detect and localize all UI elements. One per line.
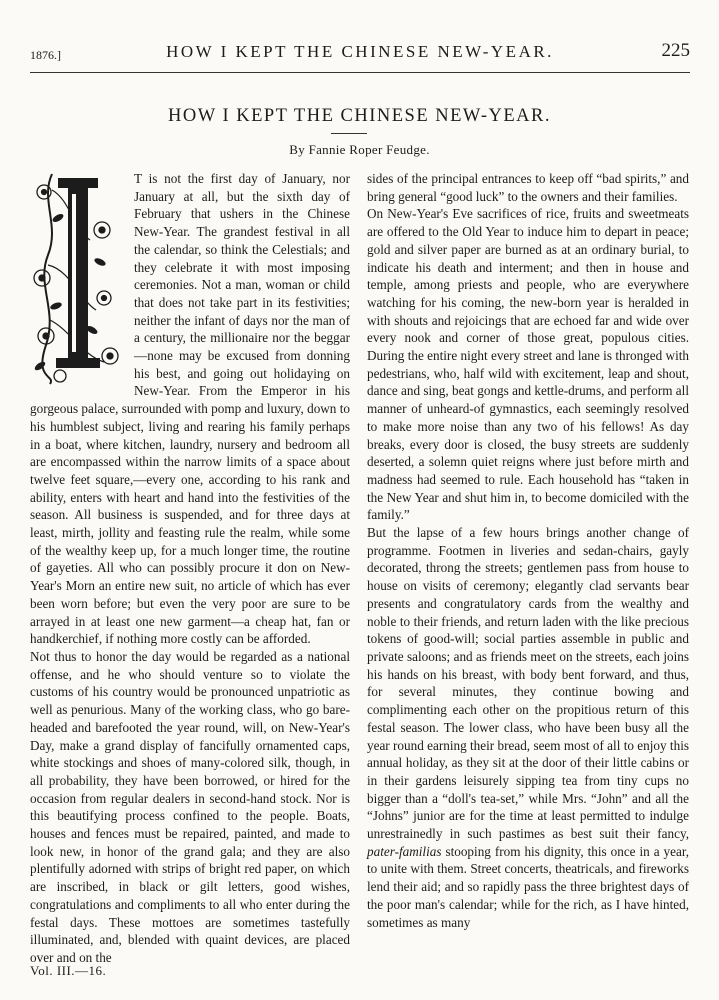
paragraph-3: On New-Year's Eve sacrifices of rice, fruits and sweetmeats are offered to the Old Year to induce him to depart in peace; gold and silver paper are burned as at an ordinary burial, to indicate his death and interment; and then in house and temple, among priests and people, who are everywhere watching for his coming, the new-born year is heralded in with shouts and rejoicings that are echoed far and wide over every nook and corner of those great, populous cities. During the entire night every street and lane is thronged with pedestrians, who, half wild with excitement, leap and shout, dance and sing, beat gongs and kettle-drums, and perform all manner of unheard-of gymnastics, each seemingly resolved to make more noise than any two of his fellows! As day breaks, every door is closed, the busy streets are suddenly deserted, a solemn quiet reigns where just before mirth and madness had seemed to rule. Each household has “taken in the New Year and shut him in, to become domiciled with the family.” [367,206,689,523]
paragraph-1-continued: sides of the principal entrances to keep off “bad spirits,” and bring general “good luck” to the owners and their families. [367,171,689,204]
header-year: 1876.] [30,48,61,62]
header-running-title: HOW I KEPT THE CHINESE NEW-YEAR. [166,42,554,61]
running-header [30,40,690,68]
signature-mark: Vol. III.—16. [30,963,107,978]
header-page-number: 225 [661,40,690,61]
paragraph-1: T is not the first day of January, nor January at all, but the sixth day of February that ushers in the Chinese New-Year. The grandest festival in all the calendar, so think the Celestials; and they celebrate it with most imposing ceremonies. Not a man, woman or child that does not take part in its festivities; neither the infant of days nor the man of a century, the millionaire nor the beggar—none may be excused from donning his best, and going out holidaying on New-Year. From the Emperor in his gorgeous palace, surrounded with pomp and luxury, down to his humblest subject, living and rearing his family perhaps in a boat, where kitchen, laundry, nursery and bedroom all are encompassed within the narrow limits of a space about twelve feet square,—every one, according to his rank and ability, enters with heart and hand into the festivities of the season. All business is suspended, and for three days at least, mirth, jollity and feasting rule the realm, while some of the wealthy keep up, for a much longer time, the routine of gayeties. All who can possibly procure it don on New-Year's Morn an entire new suit, no article of which has ever been worn before; but even the very poor are sure to be arrayed in at least one new garment—a cheap hat, fan or handkerchief, if nothing more costly can be afforded. [30,171,350,647]
article-title: HOW I KEPT THE CHINESE NEW-YEAR. [167,106,552,126]
title-rule [331,133,367,134]
article-byline: By Fannie Roper Feudge. [289,142,430,157]
paragraph-4-text-a: But the lapse of a few hours brings another change of programme. Footmen in liveries and sedan-chairs, gayly decorated, throng the streets; gentlemen pass from house to house on visits of ceremony; elegantly clad servants bear presents and congratulatory cards from the wealthy and noble to their friends, and return laden with the like precious tokens of good-will; social parties assemble in public and private saloons; and as friends meet on the streets, each joins his hands on his breast, with body bent forward, and thus, for several minutes, they continue bowing and complimenting each other on the propitious return of this festal season. The lower class, who have been busy all the year round earning their bread, seem most of all to enjoy this annual holiday, as they sit at the door of their little cabins or in their gardens leisurely sipping tea from tiny cups no bigger than a “doll's tea-set,” while Mrs. “John” and all the “Johns” junior are for the time at least permitted to indulge unrestrainedly in such pastimes as best suit their fancy, [367,525,689,842]
paragraph-4-italic-term: pater-familias [367,843,442,859]
right-column [367,170,689,931]
left-column [30,170,350,967]
header-rule [30,72,690,73]
paragraph-4 [367,524,689,931]
paragraph-2: Not thus to honor the day would be regarded as a national offense, and he who should venture so to violate the customs of his country would be pronounced unpatriotic as well as penurious. Many of the working class, who go bare-headed and barefooted the year round, will, on New-Year's Day, make a grand display of fancifully ornamented caps, white stockings and shoes of many-colored silk, though, in all probability, they have been borrowed, or hired for the occasion from regular dealers in second-hand stock. Nor is this beautifying process confined to the people. Boats, houses and fences must be repaired, painted, and made to look new, in honor of the grand gala; and they are also plentifully adorned with strips of bright red paper, on which are inscribed, in black or gilt letters, good wishes, congratulations and compliments to all who enter during the festal days. These mottoes are sometimes tastefully illuminated, and, blended with quaint devices, are placed over and on the [30,648,350,965]
paragraph-4-text-b: stooping from his dignity, this once in a year, to unite with them. Street concerts, theatricals, and fireworks lend their aid; and so rapidly pass the three brightest days of the poor man's calendar; while for the rich, as I have hinted, sometimes as many [367,843,690,930]
floral-initial-i-icon [30,170,126,386]
